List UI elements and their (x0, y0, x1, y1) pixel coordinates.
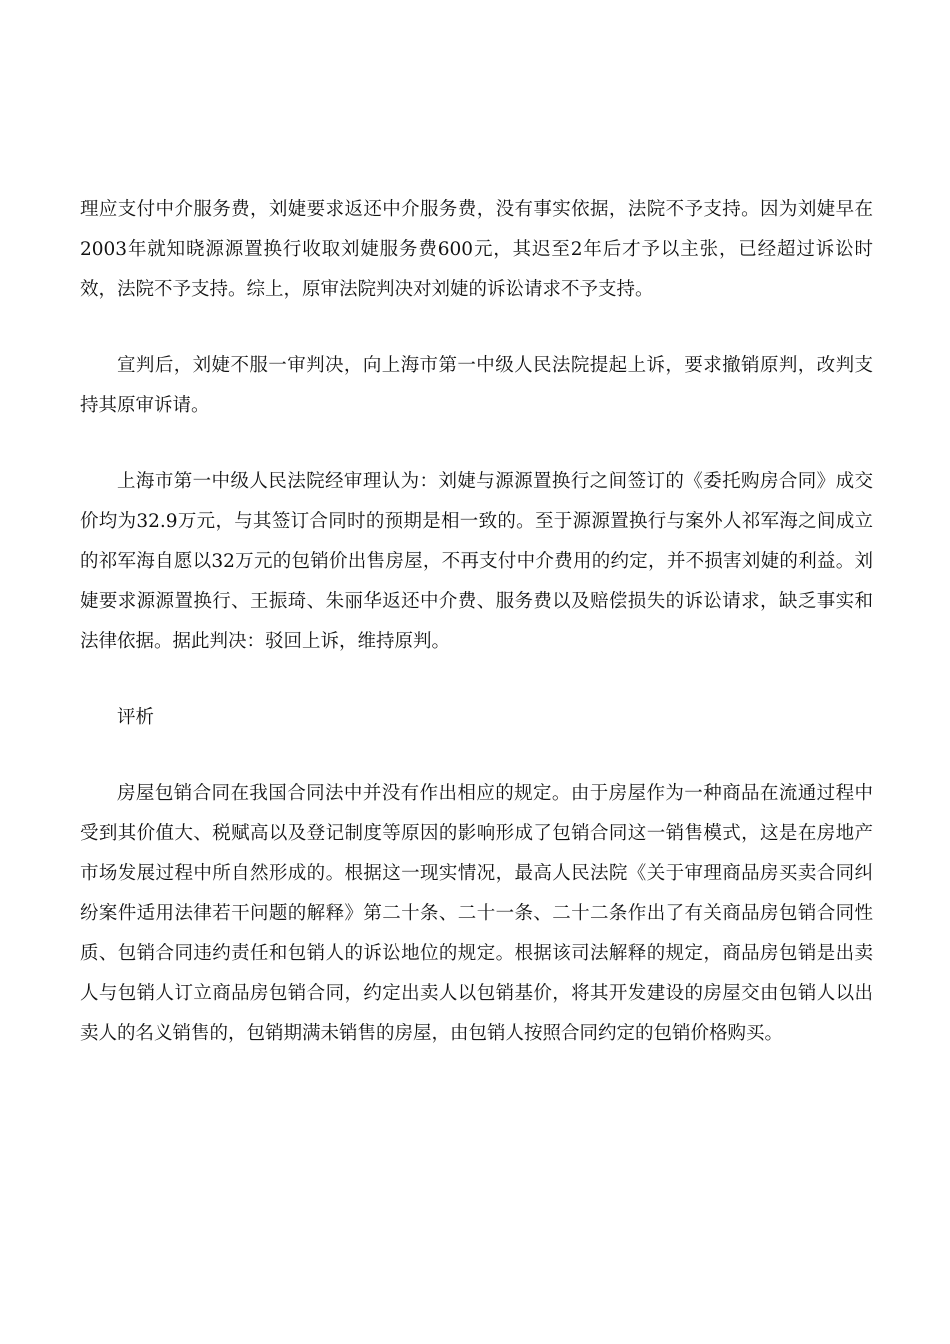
section-heading: 评析 (117, 707, 155, 728)
paragraph-5: 房屋包销合同在我国合同法中并没有作出相应的规定。由于房屋作为一种商品在流通过程中受到其价值大、税赋高以及登记制度等原因的影响形成了包销合同这一销售模式，这是在房地产市场发展过程中所自然形成的。根据这一现实情况，最高人民法院《关于审理商品房买卖合同纠纷案件适用法律若干问题的解释》第二十条、二十一条、二十二条作出了有关商品房包销合同性质、包销合同违约责任和包销人的诉讼地位的规定。根据该司法解释的规定，商品房包销是出卖人与包销人订立商品房包销合同，约定出卖人以包销基价，将其开发建设的房屋交由包销人以出卖人的名义销售的，包销期满未销售的房屋，由包销人按照合同约定的包销价格购买。 (80, 783, 873, 1044)
paragraph-3: 上海市第一中级人民法院经审理认为：刘婕与源源置换行之间签订的《委托购房合同》成交价均为32.9万元，与其签订合同时的预期是相一致的。至于源源置换行与案外人祁军海之间成立的祁军海自愿以32万元的包销价出售房屋，不再支付中介费用的约定，并不损害刘婕的利益。刘婕要求源源置换行、王振琦、朱丽华返还中介费、服务费以及赔偿损失的诉讼请求，缺乏事实和法律依据。据此判决：驳回上诉，维持原判。 (80, 471, 873, 652)
paragraph-1: 理应支付中介服务费，刘婕要求返还中介服务费，没有事实依据，法院不予支持。因为刘婕早在2003年就知晓源源置换行收取刘婕服务费600元，其迟至2年后才予以主张，已经超过诉讼时效，法院不予支持。综上，原审法院判决对刘婕的诉讼请求不予支持。 (80, 199, 873, 300)
paragraph-2: 宣判后，刘婕不服一审判决，向上海市第一中级人民法院提起上诉，要求撤销原判，改判支持其原审诉请。 (80, 355, 873, 416)
document-body (80, 190, 873, 1054)
